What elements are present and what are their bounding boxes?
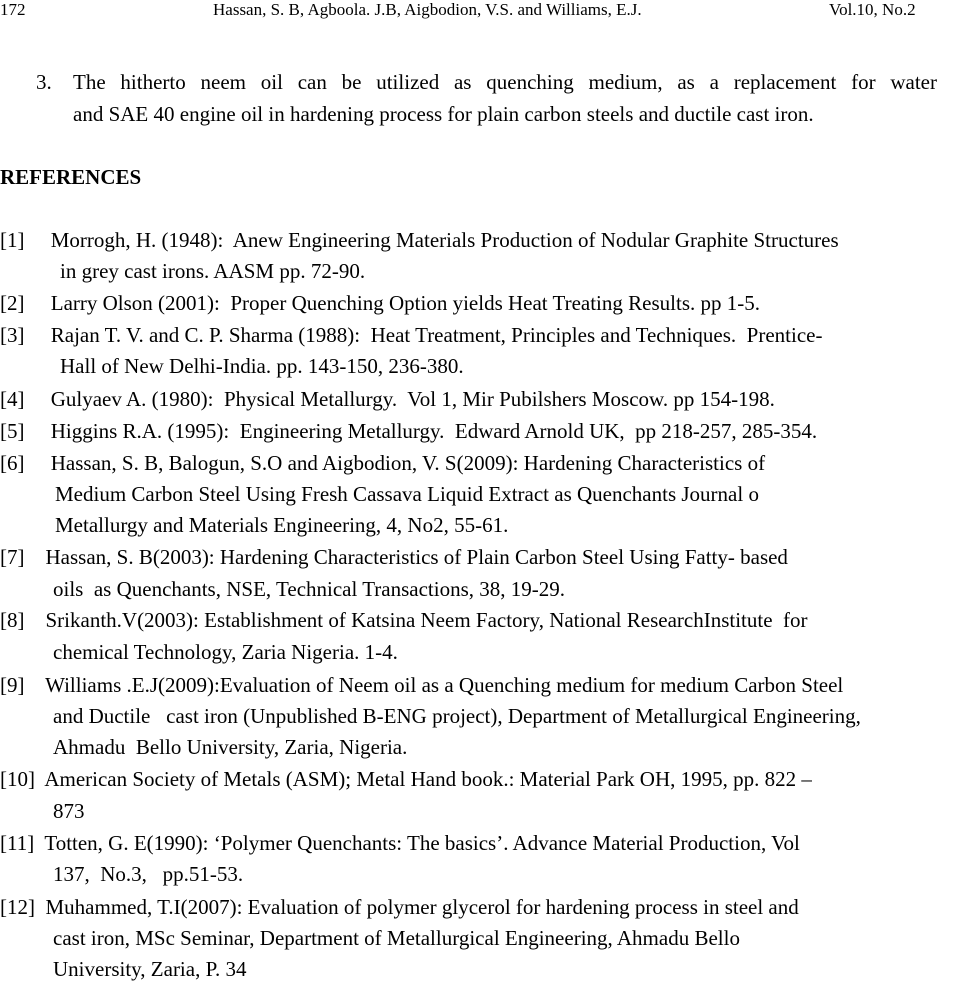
reference-1-continuation: in grey cast irons. AASM pp. 72-90. bbox=[60, 259, 366, 283]
reference-9-continuation: Ahmadu Bello University, Zaria, Nigeria. bbox=[53, 735, 408, 759]
reference-4: [4] Gulyaev A. (1980): Physical Metallurgy. Vol 1, Mir Pubilshers Moscow. pp 154-198. bbox=[0, 387, 775, 411]
conclusion-line: The hitherto neem oil can be utilized as quenching medium, as a replacement for water bbox=[73, 70, 937, 94]
reference-12-continuation: University, Zaria, P. 34 bbox=[53, 957, 247, 981]
reference-10: [10] American Society of Metals (ASM); Metal Hand book.: Material Park OH, 1995, pp. 822 – bbox=[0, 767, 812, 791]
reference-12: [12] Muhammed, T.I(2007): Evaluation of polymer glycerol for hardening process in steel and bbox=[0, 895, 799, 919]
references-heading: REFERENCES bbox=[0, 165, 142, 189]
reference-7-continuation: oils as Quenchants, NSE, Technical Transactions, 38, 19-29. bbox=[53, 577, 565, 601]
reference-8: [8] Srikanth.V(2003): Establishment of Katsina Neem Factory, National ResearchInstitute for bbox=[0, 608, 808, 632]
page-number: 172 bbox=[0, 0, 26, 19]
conclusion-line: and SAE 40 engine oil in hardening process for plain carbon steels and ductile cast iron. bbox=[73, 102, 814, 126]
reference-12-continuation: cast iron, MSc Seminar, Department of Metallurgical Engineering, Ahmadu Bello bbox=[53, 926, 740, 950]
reference-1: [1] Morrogh, H. (1948): Anew Engineering Materials Production of Nodular Graphite Structures bbox=[0, 228, 839, 252]
reference-2: [2] Larry Olson (2001): Proper Quenching Option yields Heat Treating Results. pp 1-5. bbox=[0, 291, 760, 315]
reference-3: [3] Rajan T. V. and C. P. Sharma (1988): Heat Treatment, Principles and Techniques. Prentice- bbox=[0, 323, 823, 347]
reference-9: [9] Williams .E.J(2009):Evaluation of Neem oil as a Quenching medium for medium Carbon Steel bbox=[0, 673, 844, 697]
running-header-volume: Vol.10, No.2 bbox=[829, 0, 916, 19]
reference-3-continuation: Hall of New Delhi-India. pp. 143-150, 236-380. bbox=[60, 354, 464, 378]
reference-9-continuation: and Ductile cast iron (Unpublished B-ENG project), Department of Metallurgical Engineering, bbox=[53, 704, 861, 728]
reference-7: [7] Hassan, S. B(2003): Hardening Characteristics of Plain Carbon Steel Using Fatty- based bbox=[0, 545, 788, 569]
reference-6: [6] Hassan, S. B, Balogun, S.O and Aigbodion, V. S(2009): Hardening Characteristics of bbox=[0, 451, 766, 475]
reference-6-continuation: Metallurgy and Materials Engineering, 4, No2, 55-61. bbox=[55, 513, 509, 537]
running-header-authors: Hassan, S. B, Agboola. J.B, Aigbodion, V.S. and Williams, E.J. bbox=[213, 0, 642, 19]
reference-10-continuation: 873 bbox=[53, 799, 85, 823]
conclusion-number: 3. bbox=[36, 70, 52, 94]
reference-8-continuation: chemical Technology, Zaria Nigeria. 1-4. bbox=[53, 640, 398, 664]
reference-6-continuation: Medium Carbon Steel Using Fresh Cassava Liquid Extract as Quenchants Journal o bbox=[55, 482, 759, 506]
reference-11-continuation: 137, No.3, pp.51-53. bbox=[53, 862, 244, 886]
reference-11: [11] Totten, G. E(1990): ‘Polymer Quenchants: The basics’. Advance Material Production, Vol bbox=[0, 831, 800, 855]
reference-5: [5] Higgins R.A. (1995): Engineering Metallurgy. Edward Arnold UK, pp 218-257, 285-354. bbox=[0, 419, 818, 443]
